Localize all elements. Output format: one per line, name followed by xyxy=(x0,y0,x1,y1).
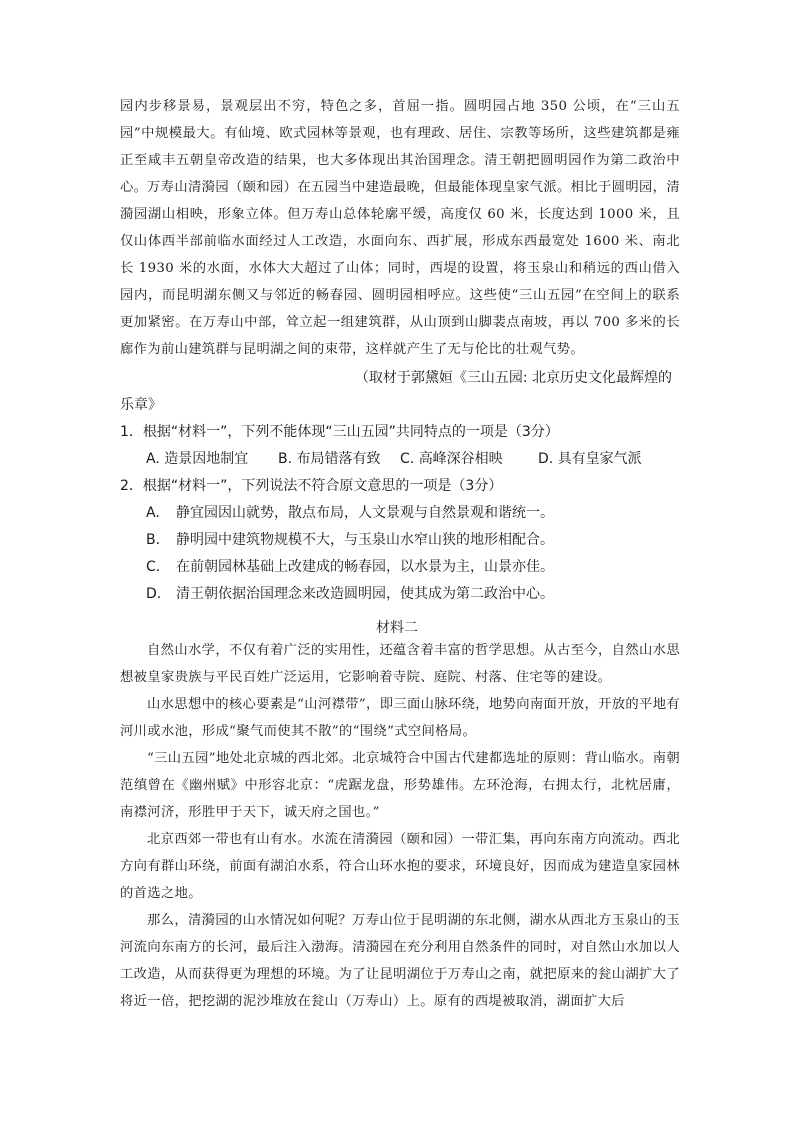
material2-paragraph-5: 那么，清漪园的山水情况如何呢？万寿山位于昆明湖的东北侧，湖水从西北方玉泉山的玉河流向东南方的长河，最后注入渤海。清漪园在充分利用自然条件的同时，对自然山水加以人工改造，从而获得更为理想的环境。为了让昆明湖位于万寿山之南，就把原来的瓮山湖扩大了将近一倍，把挖湖的泥沙堆放在瓮山（万寿山）上。原有的西堤被取消，湖面扩大后 xyxy=(120,913,680,1009)
question-2-option-a: A. 静宜园因山就势，散点布局，人文景观与自然景观和谐统一。 xyxy=(146,505,554,521)
question-2-option-b: B. 静明园中建筑物规模不大，与玉泉山水窄山狭的地形相配合。 xyxy=(146,532,554,548)
material2-paragraph-4: 北京西郊一带也有山有水。水流在清漪园（颐和园）一带汇集，再向东南方向流动。西北方向有群山环绕，前面有湖泊水系，符合山环水抱的要求，环境良好，因而成为建造皇家园林的首选之地。 xyxy=(120,832,680,901)
question-1-option-b: B. 布局错落有致 xyxy=(278,451,381,467)
source-line-1: （取材于郭黛姮《三山五园: 北京历史文化最辉煌的 xyxy=(354,370,672,386)
source-line-2: 乐章》 xyxy=(120,397,162,413)
question-1-options xyxy=(146,446,686,473)
material1-source xyxy=(120,365,680,419)
material1-paragraph-1: 园内步移景易，景观层出不穷，特色之多，首屈一指。圆明园占地 350 公顷，在“三山五园”中规模最大。有仙境、欧式园林等景观，也有理政、居住、宗教等场所，这些建筑都是雍正至咸丰五朝皇帝改造的结果，也大多体现出其治国理念。清王朝把圆明园作为第二政治中心。 xyxy=(120,99,680,195)
question-2-stem: 2．根据“材料一”，下列说法不符合原文意思的一项是（3分） xyxy=(120,478,503,494)
question-1-option-c: C. 高峰深谷相映 xyxy=(400,451,503,467)
question-1-option-d: D. 具有皇家气派 xyxy=(538,451,642,467)
question-1-stem: 1．根据“材料一”，下列不能体现“三山五园”共同特点的一项是（3分） xyxy=(120,424,559,440)
material2-paragraph-2: 山水思想中的核心要素是“山河襟带”，即三面山脉环绕，地势向南面开放，开放的平地有河川或水池，形成“聚气而使其不散”的“围绕”式空间格局。 xyxy=(120,697,680,739)
material2-paragraph-3: “三山五园”地处北京城的西北郊。北京城符合中国古代建都选址的原则：背山临水。南朝范缜曾在《幽州赋》中形容北京：“虎踞龙盘，形势雄伟。左环沧海，右拥太行，北枕居庸，南襟河济，形胜甲于天下，诚天府之国也。” xyxy=(120,751,680,820)
question-2-option-d: D. 清王朝依据治国理念来改造圆明园，使其成为第二政治中心。 xyxy=(146,586,554,602)
question-2-option-c: C. 在前朝园林基础上改建成的畅春园，以水景为主，山景亦佳。 xyxy=(146,559,554,575)
material2-heading: 材料二 xyxy=(376,620,418,636)
question-1-option-a: A. 造景因地制宜 xyxy=(146,451,249,467)
material2-paragraph-1: 自然山水学，不仅有着广泛的实用性，还蕴含着丰富的哲学思想。从古至今，自然山水思想被皇家贵族与平民百姓广泛运用，它影响着寺院、庭院、村落、住宅等的建设。 xyxy=(120,643,680,685)
material1-paragraph-2: 万寿山清漪园（颐和园）在五园当中建造最晚，但最能体现皇家气派。相比于圆明园，清漪园湖山相映，形象立体。但万寿山总体轮廓平缓，高度仅 60 米，长度达到 1000 米，且仅山体西半部前临水面经过人工改造，水面向东、西扩展，形成东西最宽处 1600 米、南北长 1930 米的水面，水体大大超过了山体；同时，西堤的设置，将玉泉山和稍远的西山借入园内，而昆明湖东侧又与邻近的畅春园、圆明园相呼应。这些使“三山五园”在空间上的联系更加紧密。在万寿山中部，耸立起一组建筑群，从山顶到山脚裴点南坡，再以 700 多米的长廊作为前山建筑群与昆明湖之间的束带，这样就产生了无与伦比的壮观气势。 xyxy=(120,180,680,357)
